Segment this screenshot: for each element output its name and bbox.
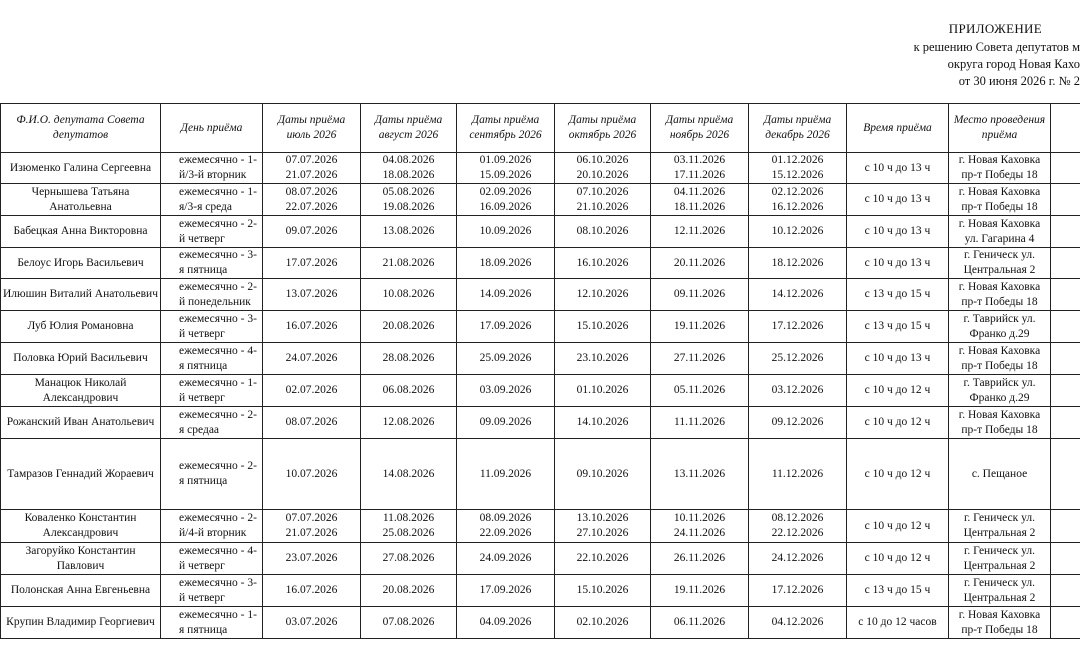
extra-cell [1051,575,1080,607]
date-nov: 19.11.2026 [651,311,749,343]
table-row [1,311,1080,343]
extra-cell [1051,343,1080,375]
col-place-header: Место проведения приёма [949,104,1051,153]
date-dec: 08.12.2026 22.12.2026 [749,510,847,543]
table-row [1,543,1080,575]
date-oct: 06.10.2026 20.10.2026 [555,153,651,184]
reception-day: ежемесячно - 4-й четверг [161,543,263,575]
district-line: округа город Новая Кахо [947,57,1080,71]
date-nov: 03.11.2026 17.11.2026 [651,153,749,184]
table-row [1,248,1080,279]
table-row [1,216,1080,248]
reception-place: г. Новая Каховка пр-т Победы 18 [949,279,1051,311]
reception-day: ежемесячно - 1-й/3-й вторник [161,153,263,184]
date-nov: 06.11.2026 [651,607,749,639]
table-row [1,375,1080,407]
table-row [1,510,1080,543]
date-aug: 12.08.2026 [361,407,457,439]
reception-place: г. Новая Каховка пр-т Победы 18 [949,184,1051,216]
date-nov: 10.11.2026 24.11.2026 [651,510,749,543]
date-jul: 09.07.2026 [263,216,361,248]
date-sep: 04.09.2026 [457,607,555,639]
date-oct: 09.10.2026 [555,439,651,510]
table-row [1,184,1080,216]
date-jul: 13.07.2026 [263,279,361,311]
date-oct: 15.10.2026 [555,575,651,607]
date-oct: 16.10.2026 [555,248,651,279]
date-nov: 04.11.2026 18.11.2026 [651,184,749,216]
date-sep: 24.09.2026 [457,543,555,575]
deputy-name: Загоруйко Константин Павлович [1,543,161,575]
date-aug: 10.08.2026 [361,279,457,311]
deputy-name: Чернышева Татьяна Анатольевна [1,184,161,216]
reception-time: с 10 ч до 13 ч [847,216,949,248]
reception-place: г. Новая Каховка пр-т Победы 18 [949,607,1051,639]
date-nov: 12.11.2026 [651,216,749,248]
date-aug: 04.08.2026 18.08.2026 [361,153,457,184]
reception-day: ежемесячно - 4-я пятница [161,343,263,375]
date-sep: 17.09.2026 [457,575,555,607]
col-sep-header: Даты приёма сентябрь 2026 [457,104,555,153]
date-aug: 05.08.2026 19.08.2026 [361,184,457,216]
reception-time: с 10 ч до 12 ч [847,375,949,407]
col-oct-header: Даты приёма октябрь 2026 [555,104,651,153]
reception-schedule-table [0,103,1080,639]
deputy-name: Коваленко Константин Александрович [1,510,161,543]
date-aug: 13.08.2026 [361,216,457,248]
date-oct: 22.10.2026 [555,543,651,575]
reception-time: с 10 ч до 13 ч [847,248,949,279]
date-nov: 20.11.2026 [651,248,749,279]
reception-time: с 10 ч до 13 ч [847,153,949,184]
date-jul: 07.07.2026 21.07.2026 [263,153,361,184]
date-sep: 18.09.2026 [457,248,555,279]
date-sep: 03.09.2026 [457,375,555,407]
table-row [1,407,1080,439]
table-row [1,343,1080,375]
date-dec: 17.12.2026 [749,575,847,607]
reception-day: ежемесячно - 2-я средаа [161,407,263,439]
reception-day: ежемесячно - 1-я/3-я среда [161,184,263,216]
date-jul: 08.07.2026 [263,407,361,439]
date-sep: 14.09.2026 [457,279,555,311]
col-nov-header: Даты приёма ноябрь 2026 [651,104,749,153]
reception-time: с 10 ч до 13 ч [847,343,949,375]
date-jul: 07.07.2026 21.07.2026 [263,510,361,543]
date-sep: 02.09.2026 16.09.2026 [457,184,555,216]
deputy-name: Луб Юлия Романовна [1,311,161,343]
date-sep: 09.09.2026 [457,407,555,439]
table-row [1,279,1080,311]
date-aug: 27.08.2026 [361,543,457,575]
reception-time: с 13 ч до 15 ч [847,311,949,343]
extra-cell [1051,543,1080,575]
reception-place: г. Новая Каховка пр-т Победы 18 [949,407,1051,439]
reception-place: с. Пещаное [949,439,1051,510]
extra-cell [1051,607,1080,639]
date-dec: 24.12.2026 [749,543,847,575]
date-dec: 09.12.2026 [749,407,847,439]
deputy-name: Изюменко Галина Сергеевна [1,153,161,184]
reception-time: с 10 до 12 часов [847,607,949,639]
date-sep: 08.09.2026 22.09.2026 [457,510,555,543]
col-extra-header [1051,104,1080,153]
extra-cell [1051,216,1080,248]
date-nov: 26.11.2026 [651,543,749,575]
table-row [1,575,1080,607]
reception-day: ежемесячно - 3-й четверг [161,575,263,607]
date-aug: 06.08.2026 [361,375,457,407]
reception-time: с 10 ч до 12 ч [847,439,949,510]
date-aug: 20.08.2026 [361,575,457,607]
date-oct: 23.10.2026 [555,343,651,375]
reception-place: г. Новая Каховка пр-т Победы 18 [949,153,1051,184]
date-jul: 16.07.2026 [263,575,361,607]
col-name-header: Ф.И.О. депутата Совета депутатов [1,104,161,153]
date-aug: 14.08.2026 [361,439,457,510]
date-dec: 17.12.2026 [749,311,847,343]
decision-line: к решению Совета депутатов м [913,40,1080,54]
date-nov: 27.11.2026 [651,343,749,375]
deputy-name: Крупин Владимир Георгиевич [1,607,161,639]
extra-cell [1051,439,1080,510]
date-dec: 11.12.2026 [749,439,847,510]
extra-cell [1051,311,1080,343]
reception-day: ежемесячно - 3-я пятница [161,248,263,279]
date-jul: 03.07.2026 [263,607,361,639]
date-oct: 13.10.2026 27.10.2026 [555,510,651,543]
deputy-name: Рожанский Иван Анатольевич [1,407,161,439]
date-dec: 01.12.2026 15.12.2026 [749,153,847,184]
col-dec-header: Даты приёма декабрь 2026 [749,104,847,153]
table-row [1,153,1080,184]
date-sep: 10.09.2026 [457,216,555,248]
table-header-row [1,104,1080,153]
date-oct: 15.10.2026 [555,311,651,343]
reception-day: ежемесячно - 2-й/4-й вторник [161,510,263,543]
reception-time: с 10 ч до 13 ч [847,184,949,216]
date-aug: 07.08.2026 [361,607,457,639]
deputy-name: Манацюк Николай Александрович [1,375,161,407]
date-sep: 25.09.2026 [457,343,555,375]
reception-place: г. Геническ ул. Центральная 2 [949,510,1051,543]
date-oct: 14.10.2026 [555,407,651,439]
reception-day: ежемесячно - 1-й четверг [161,375,263,407]
date-jul: 08.07.2026 22.07.2026 [263,184,361,216]
reception-place: г. Таврийск ул. Франко д.29 [949,311,1051,343]
reception-place: г. Геническ ул. Центральная 2 [949,543,1051,575]
deputy-name: Половка Юрий Васильевич [1,343,161,375]
table-row [1,439,1080,510]
date-dec: 02.12.2026 16.12.2026 [749,184,847,216]
extra-cell [1051,184,1080,216]
date-jul: 24.07.2026 [263,343,361,375]
reception-place: г. Новая Каховка ул. Гагарина 4 [949,216,1051,248]
date-dec: 18.12.2026 [749,248,847,279]
deputy-name: Полонская Анна Евгеньевна [1,575,161,607]
appendix-title: ПРИЛОЖЕНИЕ [948,21,1042,36]
reception-day: ежемесячно - 2-я пятница [161,439,263,510]
date-dec: 03.12.2026 [749,375,847,407]
extra-cell [1051,153,1080,184]
date-oct: 01.10.2026 [555,375,651,407]
date-aug: 11.08.2026 25.08.2026 [361,510,457,543]
date-line: от 30 июня 2026 г. № 2 [958,74,1080,88]
date-nov: 09.11.2026 [651,279,749,311]
date-dec: 10.12.2026 [749,216,847,248]
deputy-name: Тамразов Геннадий Жораевич [1,439,161,510]
date-jul: 02.07.2026 [263,375,361,407]
date-jul: 10.07.2026 [263,439,361,510]
table-row [1,607,1080,639]
date-dec: 25.12.2026 [749,343,847,375]
date-oct: 02.10.2026 [555,607,651,639]
date-nov: 05.11.2026 [651,375,749,407]
date-nov: 13.11.2026 [651,439,749,510]
extra-cell [1051,510,1080,543]
col-time-header: Время приёма [847,104,949,153]
reception-place: г. Геническ ул. Центральная 2 [949,248,1051,279]
date-jul: 16.07.2026 [263,311,361,343]
extra-cell [1051,248,1080,279]
date-jul: 17.07.2026 [263,248,361,279]
deputy-name: Белоус Игорь Васильевич [1,248,161,279]
date-nov: 11.11.2026 [651,407,749,439]
extra-cell [1051,279,1080,311]
reception-time: с 13 ч до 15 ч [847,279,949,311]
reception-place: г. Таврийск ул. Франко д.29 [949,375,1051,407]
date-nov: 19.11.2026 [651,575,749,607]
date-sep: 01.09.2026 15.09.2026 [457,153,555,184]
date-aug: 21.08.2026 [361,248,457,279]
reception-place: г. Геническ ул. Центральная 2 [949,575,1051,607]
reception-time: с 10 ч до 12 ч [847,510,949,543]
reception-day: ежемесячно - 3-й четверг [161,311,263,343]
col-jul-header: Даты приёма июль 2026 [263,104,361,153]
reception-time: с 10 ч до 12 ч [847,407,949,439]
extra-cell [1051,375,1080,407]
reception-day: ежемесячно - 1-я пятница [161,607,263,639]
extra-cell [1051,407,1080,439]
date-oct: 12.10.2026 [555,279,651,311]
date-aug: 28.08.2026 [361,343,457,375]
date-oct: 07.10.2026 21.10.2026 [555,184,651,216]
reception-time: с 10 ч до 12 ч [847,543,949,575]
reception-time: с 13 ч до 15 ч [847,575,949,607]
date-oct: 08.10.2026 [555,216,651,248]
reception-place: г. Новая Каховка пр-т Победы 18 [949,343,1051,375]
date-sep: 11.09.2026 [457,439,555,510]
date-dec: 14.12.2026 [749,279,847,311]
date-jul: 23.07.2026 [263,543,361,575]
date-sep: 17.09.2026 [457,311,555,343]
date-dec: 04.12.2026 [749,607,847,639]
reception-day: ежемесячно - 2-й понедельник [161,279,263,311]
date-aug: 20.08.2026 [361,311,457,343]
reception-day: ежемесячно - 2-й четверг [161,216,263,248]
deputy-name: Илюшин Виталий Анатольевич [1,279,161,311]
col-aug-header: Даты приёма август 2026 [361,104,457,153]
col-day-header: День приёма [161,104,263,153]
deputy-name: Бабецкая Анна Викторовна [1,216,161,248]
